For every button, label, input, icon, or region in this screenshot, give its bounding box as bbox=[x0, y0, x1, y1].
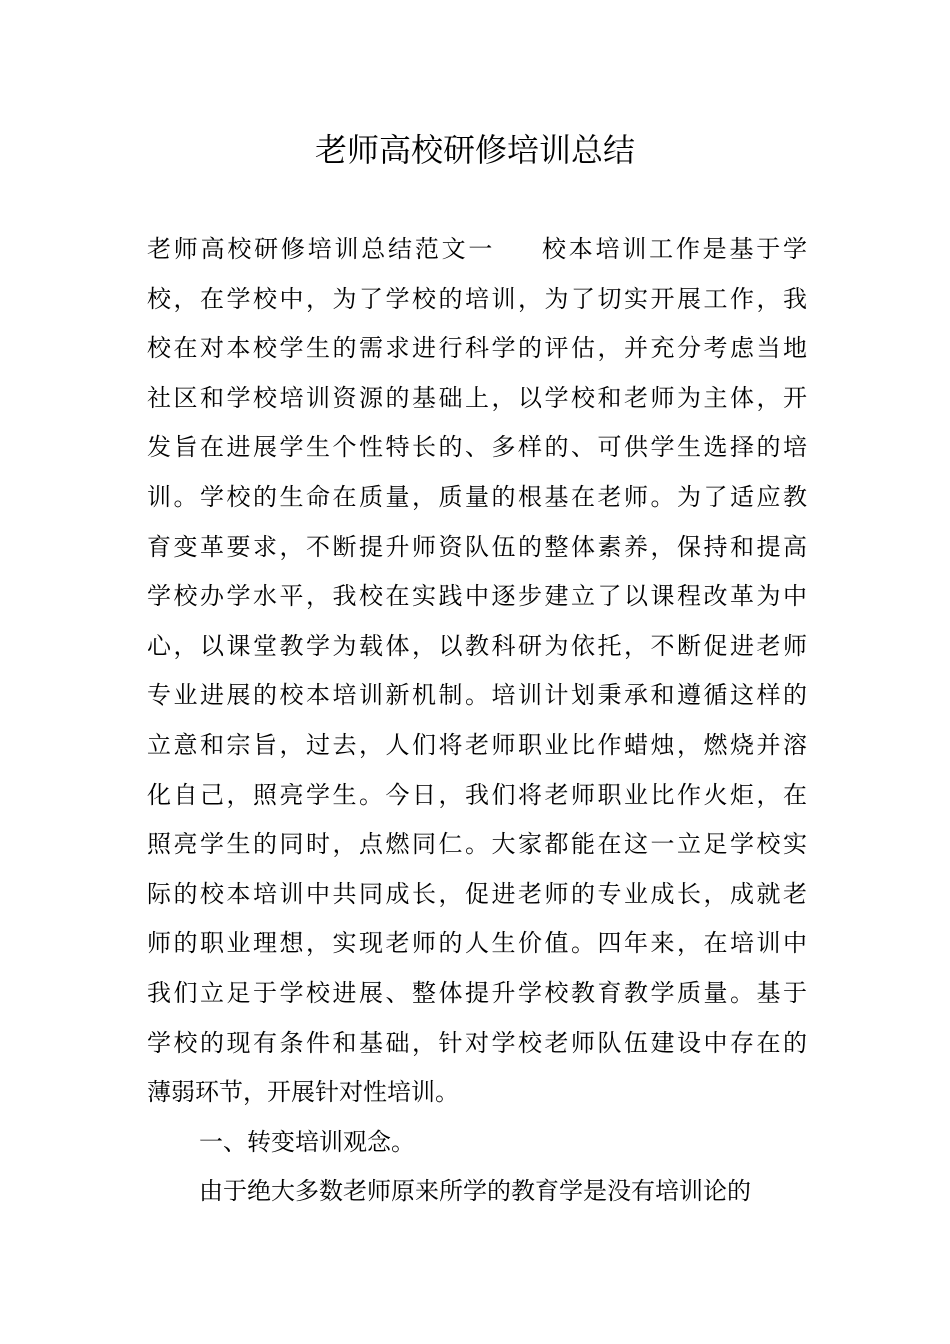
paragraph-line: 发旨在进展学生个性特长的、多样的、可供学生选择的培 bbox=[147, 433, 807, 462]
paragraph-line: 心，以课堂教学为载体，以教科研为依托，不断促进老师 bbox=[147, 631, 807, 660]
section-heading: 一、转变培训观念。 bbox=[199, 1127, 415, 1156]
paragraph-line: 校，在学校中，为了学校的培训，为了切实开展工作，我 bbox=[147, 284, 807, 313]
paragraph-lead: 老师高校研修培训总结范文一 bbox=[147, 235, 496, 263]
document-title: 老师高校研修培训总结 bbox=[314, 131, 635, 169]
paragraph-line: 社区和学校培训资源的基础上，以学校和老师为主体，开 bbox=[147, 383, 807, 412]
paragraph-line: 学校办学水平，我校在实践中逐步建立了以课程改革为中 bbox=[147, 582, 807, 611]
paragraph-line: 我们立足于学校进展、整体提升学校教育教学质量。基于 bbox=[147, 978, 807, 1007]
paragraph-line: 学校的现有条件和基础，针对学校老师队伍建设中存在的 bbox=[147, 1028, 807, 1057]
paragraph-line: 立意和宗旨，过去，人们将老师职业比作蜡烛，燃烧并溶 bbox=[147, 730, 807, 759]
paragraph-line bbox=[147, 225, 807, 275]
paragraph-last-line: 薄弱环节，开展针对性培训。 bbox=[147, 1078, 459, 1107]
paragraph-line: 专业进展的校本培训新机制。培训计划秉承和遵循这样的 bbox=[147, 681, 807, 710]
paragraph-line: 由于绝大多数老师原来所学的教育学是没有培训论的 bbox=[199, 1177, 751, 1206]
paragraph-line: 化自己，照亮学生。今日，我们将老师职业比作火炬，在 bbox=[147, 780, 807, 809]
paragraph-line: 际的校本培训中共同成长，促进老师的专业成长，成就老 bbox=[147, 879, 807, 908]
paragraph-line: 校在对本校学生的需求进行科学的评估，并充分考虑当地 bbox=[147, 334, 807, 363]
paragraph-line: 师的职业理想，实现老师的人生价值。四年来，在培训中 bbox=[147, 929, 807, 958]
paragraph-lead-continuation: 校本培训工作是基于学 bbox=[539, 235, 808, 263]
document-body bbox=[147, 225, 807, 1217]
paragraph-line: 照亮学生的同时，点燃同仁。大家都能在这一立足学校实 bbox=[147, 830, 807, 859]
paragraph-line: 育变革要求，不断提升师资队伍的整体素养，保持和提高 bbox=[147, 532, 807, 561]
paragraph-line: 训。学校的生命在质量，质量的根基在老师。为了适应教 bbox=[147, 482, 807, 511]
